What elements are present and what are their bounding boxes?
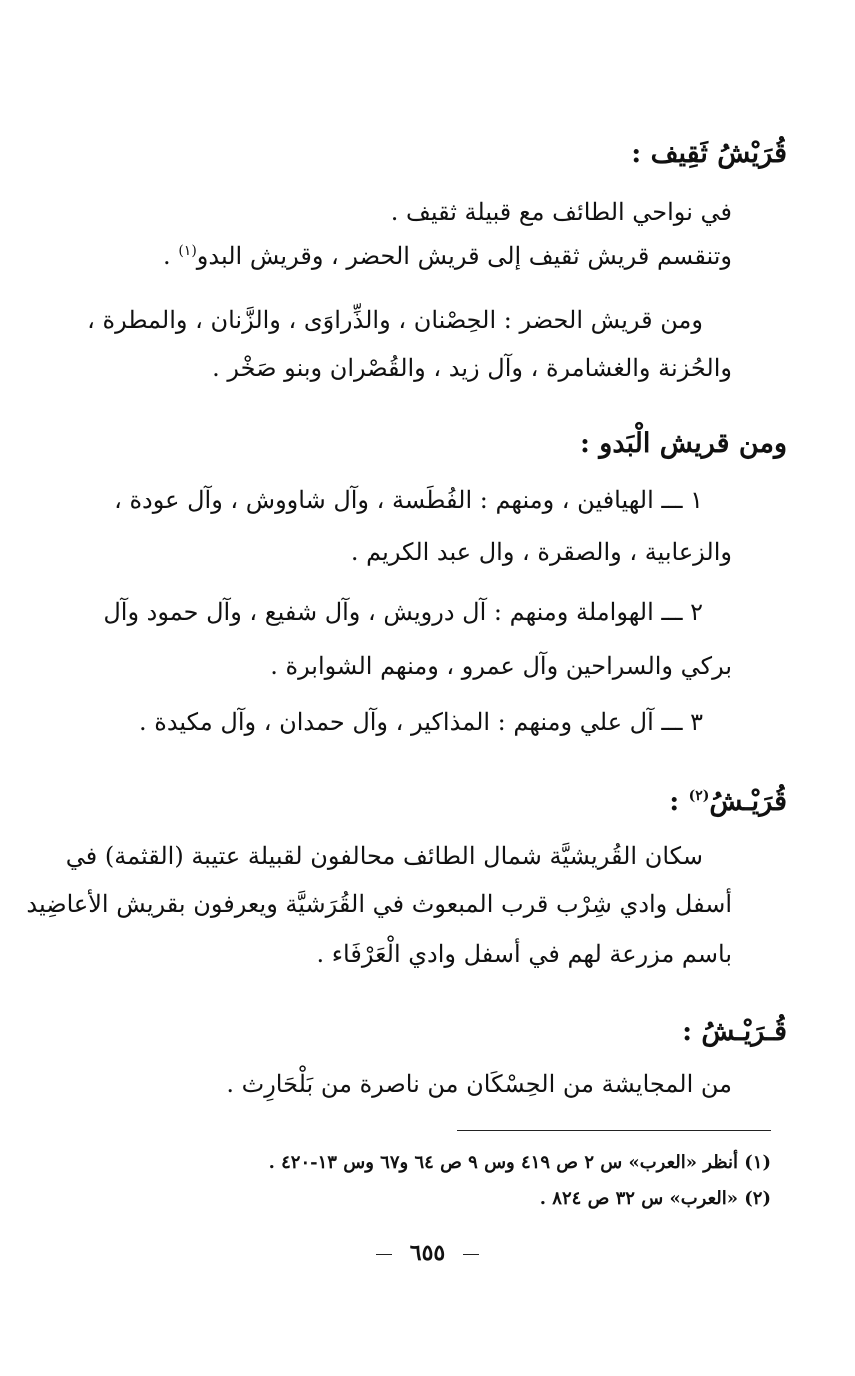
paragraph-line: ومن قريش الحضر : الحِصْنان ، والذِّراوَى ، والزَّنان ، والمطرة ، <box>87 306 703 334</box>
list-item-line: ٣ ـــ آل علي ومنهم : المذاكير ، وآل حمدان ، وآل مكيدة . <box>138 708 703 736</box>
footnote-ref: (٢) <box>688 788 710 804</box>
footnote-ref: (١) <box>178 243 197 259</box>
section-heading-quraysh-2: قُرَيْـشُ$^{(٢)}$ : <box>669 786 787 817</box>
list-item-line: ١ ـــ الهيافين ، ومنهم : الفُطَسة ، وآل شاووش ، وآل عودة ، <box>114 486 703 514</box>
dash-decoration <box>376 1254 392 1255</box>
section-heading-quraysh-3: قُـرَيْـشُ : <box>682 1016 787 1047</box>
paragraph-line: أسفل وادي شِرْب قرب المبعوث في القُرَشيَّة ويعرفون بقريش الأعاضِيد <box>26 890 732 918</box>
section-heading-quraysh-thaqif: قُرَيْشُ ثَقِيف : <box>631 138 787 169</box>
footnote-1: (١) أنظر «العرب» س ٢ ص ٤١٩ وس ٩ ص ٦٤ و٦٧ وس ١٣-٤٢٠ . <box>268 1152 771 1173</box>
list-item-line: ٢ ـــ الهواملة ومنهم : آل درويش ، وآل شفيع ، وآل حمود وآل <box>103 598 703 626</box>
paragraph-line: في نواحي الطائف مع قبيلة ثقيف . <box>390 198 732 226</box>
paragraph-line: من المجايشة من الحِسْكَان من ناصرة من بَلْحَارِث . <box>226 1070 732 1098</box>
paragraph-line: سكان القُريشيَّة شمال الطائف محالفون لقبيلة عتيبة (القثمة) في <box>65 842 703 870</box>
list-item-line: بركي والسراحين وآل عمرو ، ومنهم الشوابرة . <box>270 652 732 680</box>
list-item-line: والزعابية ، والصقرة ، وال عبد الكريم . <box>350 538 732 566</box>
paragraph-line: وتنقسم قريش ثقيف إلى قريش الحضر ، وقريش البدو$^{(١)}$ . <box>163 242 732 270</box>
footnote-divider <box>457 1130 771 1131</box>
footnote-2: (٢) «العرب» س ٣٢ ص ٨٢٤ . <box>539 1188 771 1209</box>
dash-decoration <box>463 1254 479 1255</box>
paragraph-line: باسم مزرعة لهم في أسفل وادي الْعَرْفَاء . <box>316 940 732 968</box>
paragraph-line: والحُزنة والغشامرة ، وآل زيد ، والقُصْران وبنو صَخْر . <box>212 354 732 382</box>
section-heading-quraysh-badw: ومن قريش الْبَدو : <box>579 428 787 459</box>
page-number: ٦٥٥ <box>0 1240 855 1266</box>
